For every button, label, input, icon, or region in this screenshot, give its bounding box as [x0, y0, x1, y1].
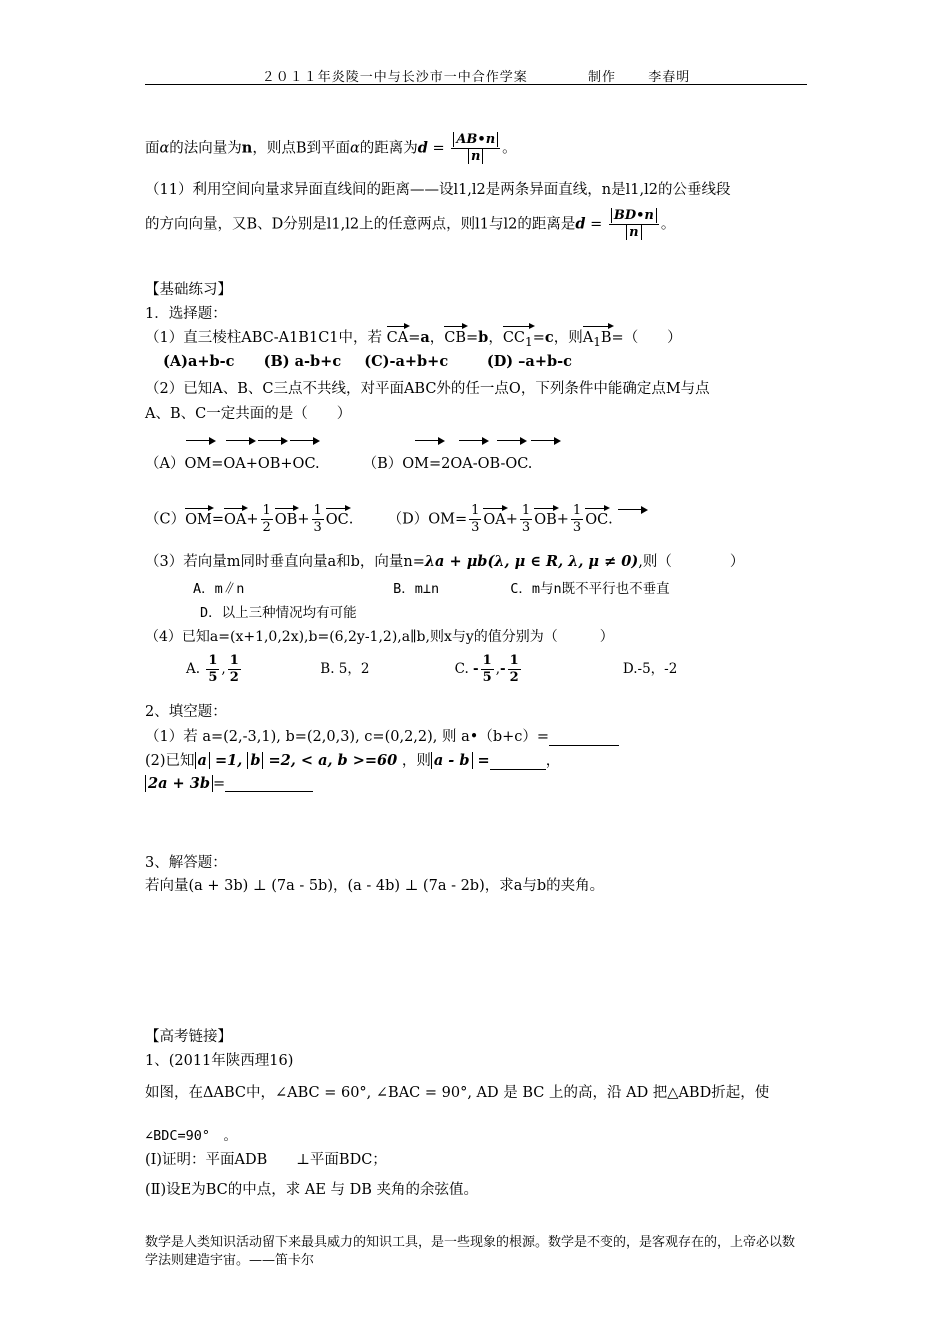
header-title: ２０１１年炎陵一中与长沙市一中合作学案 — [261, 70, 528, 85]
question-2-line-2: A、B、C一定共面的是（ ） — [145, 406, 352, 422]
question-1: （1）直三棱柱ABC-A1B1C1中，若 CA=a，CB=b，$CC_1=c$，则$A_1B=$（ ） — [145, 329, 682, 349]
question-4-options: A. $\frac{1}{5}$ , $\frac{1}{2}$ B. 5，2 C. - $\frac{1}{5}$ ,- $\frac{1}{2}$ D.-5，-2 — [186, 653, 678, 685]
gaokao-part-i: (Ⅰ)证明：平面ADB ⊥平面BDC； — [145, 1152, 387, 1168]
question-2-line-1: （2）已知A、B、C三点不共线，对平面ABC外的任一点O，下列条件中能确定点M与点 — [145, 381, 710, 397]
vector-arrow — [618, 506, 648, 514]
intro-line-1: 面α的法向量为n，则点B到平面α的距离为d = $\frac{AB•n}{n}$ 。 — [145, 132, 517, 164]
header-divider — [145, 84, 807, 85]
distance-formula-1: $\frac{AB•n}{n}$ — [451, 132, 500, 165]
vector-arrow — [415, 437, 445, 445]
vector-arrow — [226, 437, 256, 445]
distance-formula-2: $\frac{BD•n}{n}$ — [609, 208, 659, 241]
question-4: （4）已知a=(x+1,0,2x),b=(6,2y-1,2),a∥b,则x与y的值分别为（ ） — [145, 629, 614, 645]
page-header — [145, 66, 807, 85]
vector-arrow — [186, 437, 216, 445]
question-3: （3）若向量m同时垂直向量a和b，向量n=λa + μb(λ, μ ∈ R, λ, μ ≠ 0),则（ ） — [145, 553, 745, 570]
question-3-options: A．m∥n B．m⊥n C．m与n既不平行也不垂直 — [193, 581, 670, 597]
gaokao-question-source: 1、(2011年陕西理16) — [145, 1053, 294, 1069]
intro-line-2: （11）利用空间向量求异面直线间的距离——设l1,l2是两条异面直线，n是l1,l2的公垂线段 — [145, 182, 731, 198]
question-2-options-ab: （A）OM=OA+OB+OC. （B）OM=2OA-OB-OC. — [145, 456, 533, 472]
page-footer-quote: 数学是人类知识活动留下来最具威力的知识工具，是一些现象的根源。数学是不变的，是客观存在的，上帝必以数学法则建造宇宙。——笛卡尔 — [145, 1235, 796, 1268]
question-2-option-c: （C）OM=OA+ $\frac{1}{2}$ OB+ $\frac{1}{3}$ OC. — [145, 503, 354, 535]
fill-question-2: (2)已知 a =1, b =2, < a, b >=60 ，则 a - b = ， — [145, 752, 561, 769]
vector-arrow — [497, 437, 527, 445]
vector-arrow — [290, 437, 320, 445]
question-1-options: (A)a+b-c (B) a-b+c (C)-a+b+c (D) –a+b-c — [163, 353, 572, 370]
gaokao-heading: 【高考链接】 — [145, 1029, 232, 1045]
fill-question-1: （1）若 a=(2,-3,1), b=(2,0,3), c=(0,2,2), 则 a•（b+c）= — [145, 725, 619, 746]
choice-section-title: 1．选择题： — [145, 306, 227, 322]
fill-question-2-part-b: 2a + 3b = — [145, 775, 313, 792]
gaokao-part-ii: (Ⅱ)设E为BC的中点，求 AE 与 DB 夹角的余弦值。 — [145, 1182, 479, 1198]
gaokao-question-line-1: 如图，在ΔABC中，∠ABC = 60°, ∠BAC = 90°, AD 是 BC 上的高，沿 AD 把△ABD折起，使 — [145, 1085, 770, 1101]
question-3-option-d: D．以上三种情况均有可能 — [200, 605, 357, 621]
vector-arrow — [531, 437, 561, 445]
basic-heading: 【基础练习】 — [145, 282, 232, 298]
intro-line-3: 的方向向量，又B、D分别是l1,l2上的任意两点，则l1与l2的距离是d = $\frac{BD•n}{n}$ 。 — [145, 208, 676, 240]
fill-section-title: 2、填空题： — [145, 704, 227, 720]
gaokao-question-line-2: ∠BDC=90° 。 — [145, 1128, 238, 1144]
vector-arrow — [459, 437, 489, 445]
solve-question-1: 若向量(a + 3b) ⊥ (7a - 5b)，(a - 4b) ⊥ (7a - 2b)，求a与b的夹角。 — [145, 878, 605, 894]
header-author-label: 制作 — [587, 70, 616, 85]
question-2-option-d: （D）OM= $\frac{1}{3}$ OA+ $\frac{1}{3}$ OB+ $\frac{1}{3}$ OC. — [387, 503, 613, 535]
vector-arrow — [258, 437, 288, 445]
header-author: 李春明 — [648, 70, 691, 85]
solve-section-title: 3、解答题： — [145, 855, 227, 871]
question-2-options-cd — [145, 503, 613, 536]
